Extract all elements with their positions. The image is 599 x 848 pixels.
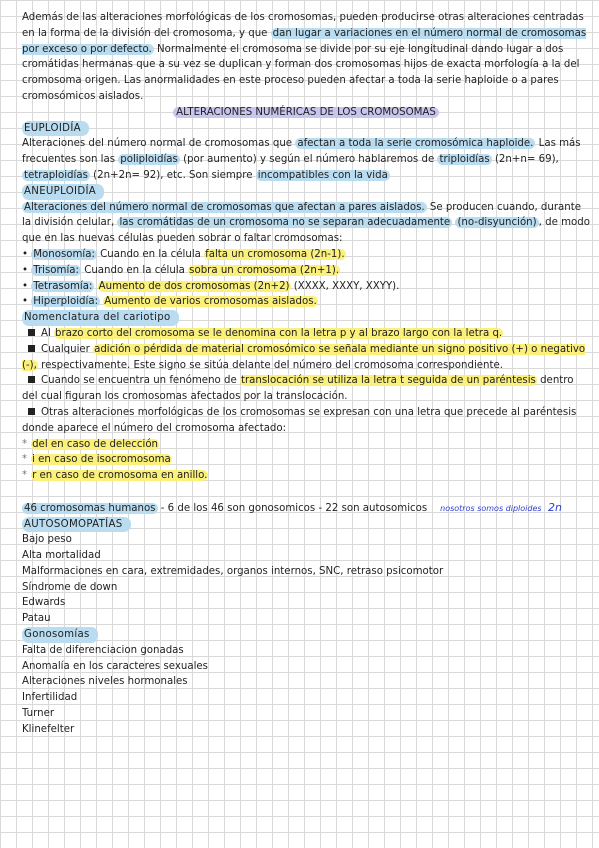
star-bullet-icon: * xyxy=(22,454,28,466)
aneuploidia-item-name: Hiperploidía: xyxy=(33,296,98,308)
aneuploidia-item-name: Monosomía: xyxy=(33,248,95,260)
square-bullet-icon xyxy=(28,345,35,352)
nomenclatura-text: Cualquier xyxy=(41,343,94,355)
euploidia-text-3: (por aumento) y según el número hablaremos de xyxy=(179,154,438,166)
autosomopatias-item: Patau xyxy=(22,613,51,625)
nomenclatura-text: Al xyxy=(41,327,55,339)
nomenclatura-highlight: adición o pérdida de material cromosómico se señala mediante un signo positivo (+) o negativo (-), xyxy=(22,343,586,371)
notes-page xyxy=(22,10,590,738)
nomenclatura-list-text: i en caso de isocromosoma xyxy=(32,454,171,466)
nomenclatura-list-item xyxy=(22,452,590,468)
nomenclatura-paragraph xyxy=(22,342,590,374)
bullet-dot: • xyxy=(22,264,32,276)
aneuploidia-item xyxy=(22,279,590,295)
aneuploidia-text-3: , de modo que en las nuevas células pueden sobrar o faltar cromosomas: xyxy=(22,217,590,245)
nomenclatura-text-2: dentro del cual figuran los cromosomas afectados por la translocación. xyxy=(22,375,574,403)
star-bullet-icon: * xyxy=(22,470,28,482)
nomenclatura-text: Otras alteraciones morfológicas de los cromosomas se expresan con una letra que precede al paréntesis donde aparece el número del cromosoma afectado: xyxy=(22,406,577,434)
aneuploidia-item-text: Cuando en la célula xyxy=(80,264,189,276)
square-bullet-icon xyxy=(28,329,35,336)
aneuploidia-item-highlight: Aumento de dos cromosomas (2n+2) xyxy=(98,280,290,292)
nomenclatura-list-text: del en caso de delección xyxy=(32,438,159,450)
euploidia-heading-row xyxy=(22,121,590,137)
humanos-highlight: 46 cromosomas humanos xyxy=(24,502,156,514)
nomenclatura-text-2: respectivamente. Este signo se sitúa delante del número del cromosoma correspondiente. xyxy=(37,359,504,371)
bullet-dot: • xyxy=(22,248,32,260)
gonosomias-item: Falta de diferenciacion gonadas xyxy=(22,644,184,656)
euploidia-text-4: (2n+n= 69), xyxy=(491,154,559,166)
euploidia-heading: EUPLOIDÍA xyxy=(22,121,89,137)
aneuploidia-item-name: Tetrasomía: xyxy=(33,280,93,292)
euploidia-highlight-1: afectan a toda la serie cromosómica haploide. xyxy=(297,138,534,150)
aneuploidia-item-highlight: sobra un cromosoma (2n+1). xyxy=(189,264,340,276)
euploidia-text-2: Las más frecuentes son las xyxy=(22,138,581,166)
nomenclatura-heading-row xyxy=(22,310,590,326)
star-bullet-icon: * xyxy=(22,438,28,450)
humanos-row xyxy=(22,500,590,517)
square-bullet-icon xyxy=(28,408,35,415)
nomenclatura-paragraph xyxy=(22,373,590,405)
aneuploidia-highlight-2: las cromátidas de un cromosoma no se separan adecuadamente xyxy=(119,217,451,229)
bullet-dot: • xyxy=(22,280,32,292)
aneuploidia-text-1: Se producen cuando, durante la división celular, xyxy=(22,201,581,229)
intro-text-1: Además de las alteraciones morfológicas de los cromosomas, pueden producirse otras alteraciones centradas en la forma de la división del cromosoma, y que xyxy=(22,12,584,39)
gonosomias-item: Klinefelter xyxy=(22,723,75,735)
euploidia-highlight-4: tetraploidías xyxy=(24,169,88,181)
autosomopatias-item: Alta mortalidad xyxy=(22,550,101,562)
nomenclatura-paragraph xyxy=(22,405,590,437)
gonosomias-heading: Gonosomías xyxy=(22,627,98,643)
euploidia-highlight-2: poliploidías xyxy=(120,154,178,166)
euploidia-highlight-3: triploidías xyxy=(439,154,490,166)
section-title-row xyxy=(22,105,590,121)
aneuploidia-item-text: Cuando en la célula xyxy=(96,248,205,260)
aneuploidia-item-name: Trisomía: xyxy=(33,264,79,276)
gonosomias-item: Infertilidad xyxy=(22,692,78,704)
nomenclatura-highlight: translocación se utiliza la letra t seguida de un paréntesis xyxy=(240,375,536,387)
nomenclatura-list-item xyxy=(22,468,590,484)
bullet-dot: • xyxy=(22,296,32,308)
nomenclatura-heading: Nomenclatura del cariotipo xyxy=(22,310,179,326)
nomenclatura-text: Cuando se encuentra un fenómeno de xyxy=(41,375,240,387)
aneuploidia-highlight-1: Alteraciones del número normal de cromosomas que afectan a pares aislados. xyxy=(24,201,425,213)
intro-highlight: dan lugar a variaciones en el número normal de cromosomas por exceso o por defecto. xyxy=(22,27,587,55)
aneuploidia-item xyxy=(22,263,590,279)
gonosomias-item: Anomalía en los caracteres sexuales xyxy=(22,660,208,672)
humanos-text: - 6 de los 46 son gonosomicos - 22 son autosomicos xyxy=(157,502,428,514)
aneuploidia-item-highlight: Aumento de varios cromosomas aislados. xyxy=(104,296,317,308)
euploidia-highlight-5: incompatibles con la vida xyxy=(257,169,388,181)
euploidia-paragraph xyxy=(22,136,590,183)
aneuploidia-highlight-3: (no-disyunción) xyxy=(457,217,537,229)
euploidia-text-5: (2n+2n= 92), etc. Son siempre xyxy=(89,169,256,181)
intro-text-2: Normalmente el cromosoma se divide por su eje longitudinal dando lugar a dos cromátidas hermanas que a su vez se duplican y forman dos cromosomas hijos de exacta morfología a la del cromosoma origen. Las anormalidades en este proceso pueden afectar a toda la serie haploide o a pares cromosómicos aislados. xyxy=(22,43,580,102)
gonosomias-heading-row xyxy=(22,627,590,643)
autosomopatias-heading: AUTOSOMOPATÍAS xyxy=(22,517,131,533)
autosomopatias-item: Bajo peso xyxy=(22,534,72,546)
autosomopatias-heading-row xyxy=(22,517,590,533)
section-title: ALTERACIONES NUMÉRICAS DE LOS CROMOSOMAS xyxy=(173,107,439,118)
humanos-note: nosotros somos diploides xyxy=(440,503,542,513)
autosomopatias-item: Malformaciones en cara, extremidades, organos internos, SNC, retraso psicomotor xyxy=(22,565,444,577)
aneuploidia-heading: ANEUPLOIDÍA xyxy=(22,184,104,200)
gonosomias-item: Alteraciones niveles hormonales xyxy=(22,676,188,688)
nomenclatura-paragraph xyxy=(22,326,590,342)
aneuploidia-item xyxy=(22,294,590,310)
aneuploidia-heading-row xyxy=(22,184,590,200)
aneuploidia-item-highlight: falta un cromosoma (2n-1). xyxy=(205,248,345,260)
autosomopatias-item: Síndrome de down xyxy=(22,581,118,593)
gonosomias-item: Turner xyxy=(22,708,55,720)
nomenclatura-list-text: r en caso de cromosoma en anillo. xyxy=(32,470,208,482)
nomenclatura-list-item xyxy=(22,437,590,453)
aneuploidia-item xyxy=(22,247,590,263)
euploidia-text-1: Alteraciones del número normal de cromosomas que xyxy=(22,138,296,150)
autosomopatias-item: Edwards xyxy=(22,597,66,609)
aneuploidia-paragraph xyxy=(22,200,590,247)
nomenclatura-highlight: brazo corto del cromosoma se le denomina con la letra p y al brazo largo con la letra q. xyxy=(55,327,503,339)
humanos-note-2n: 2n xyxy=(548,500,563,514)
aneuploidia-item-text-2: (XXXX, XXXY, XXYY). xyxy=(290,280,400,292)
square-bullet-icon xyxy=(28,376,35,383)
spacer xyxy=(22,484,590,500)
intro-paragraph xyxy=(22,10,590,105)
